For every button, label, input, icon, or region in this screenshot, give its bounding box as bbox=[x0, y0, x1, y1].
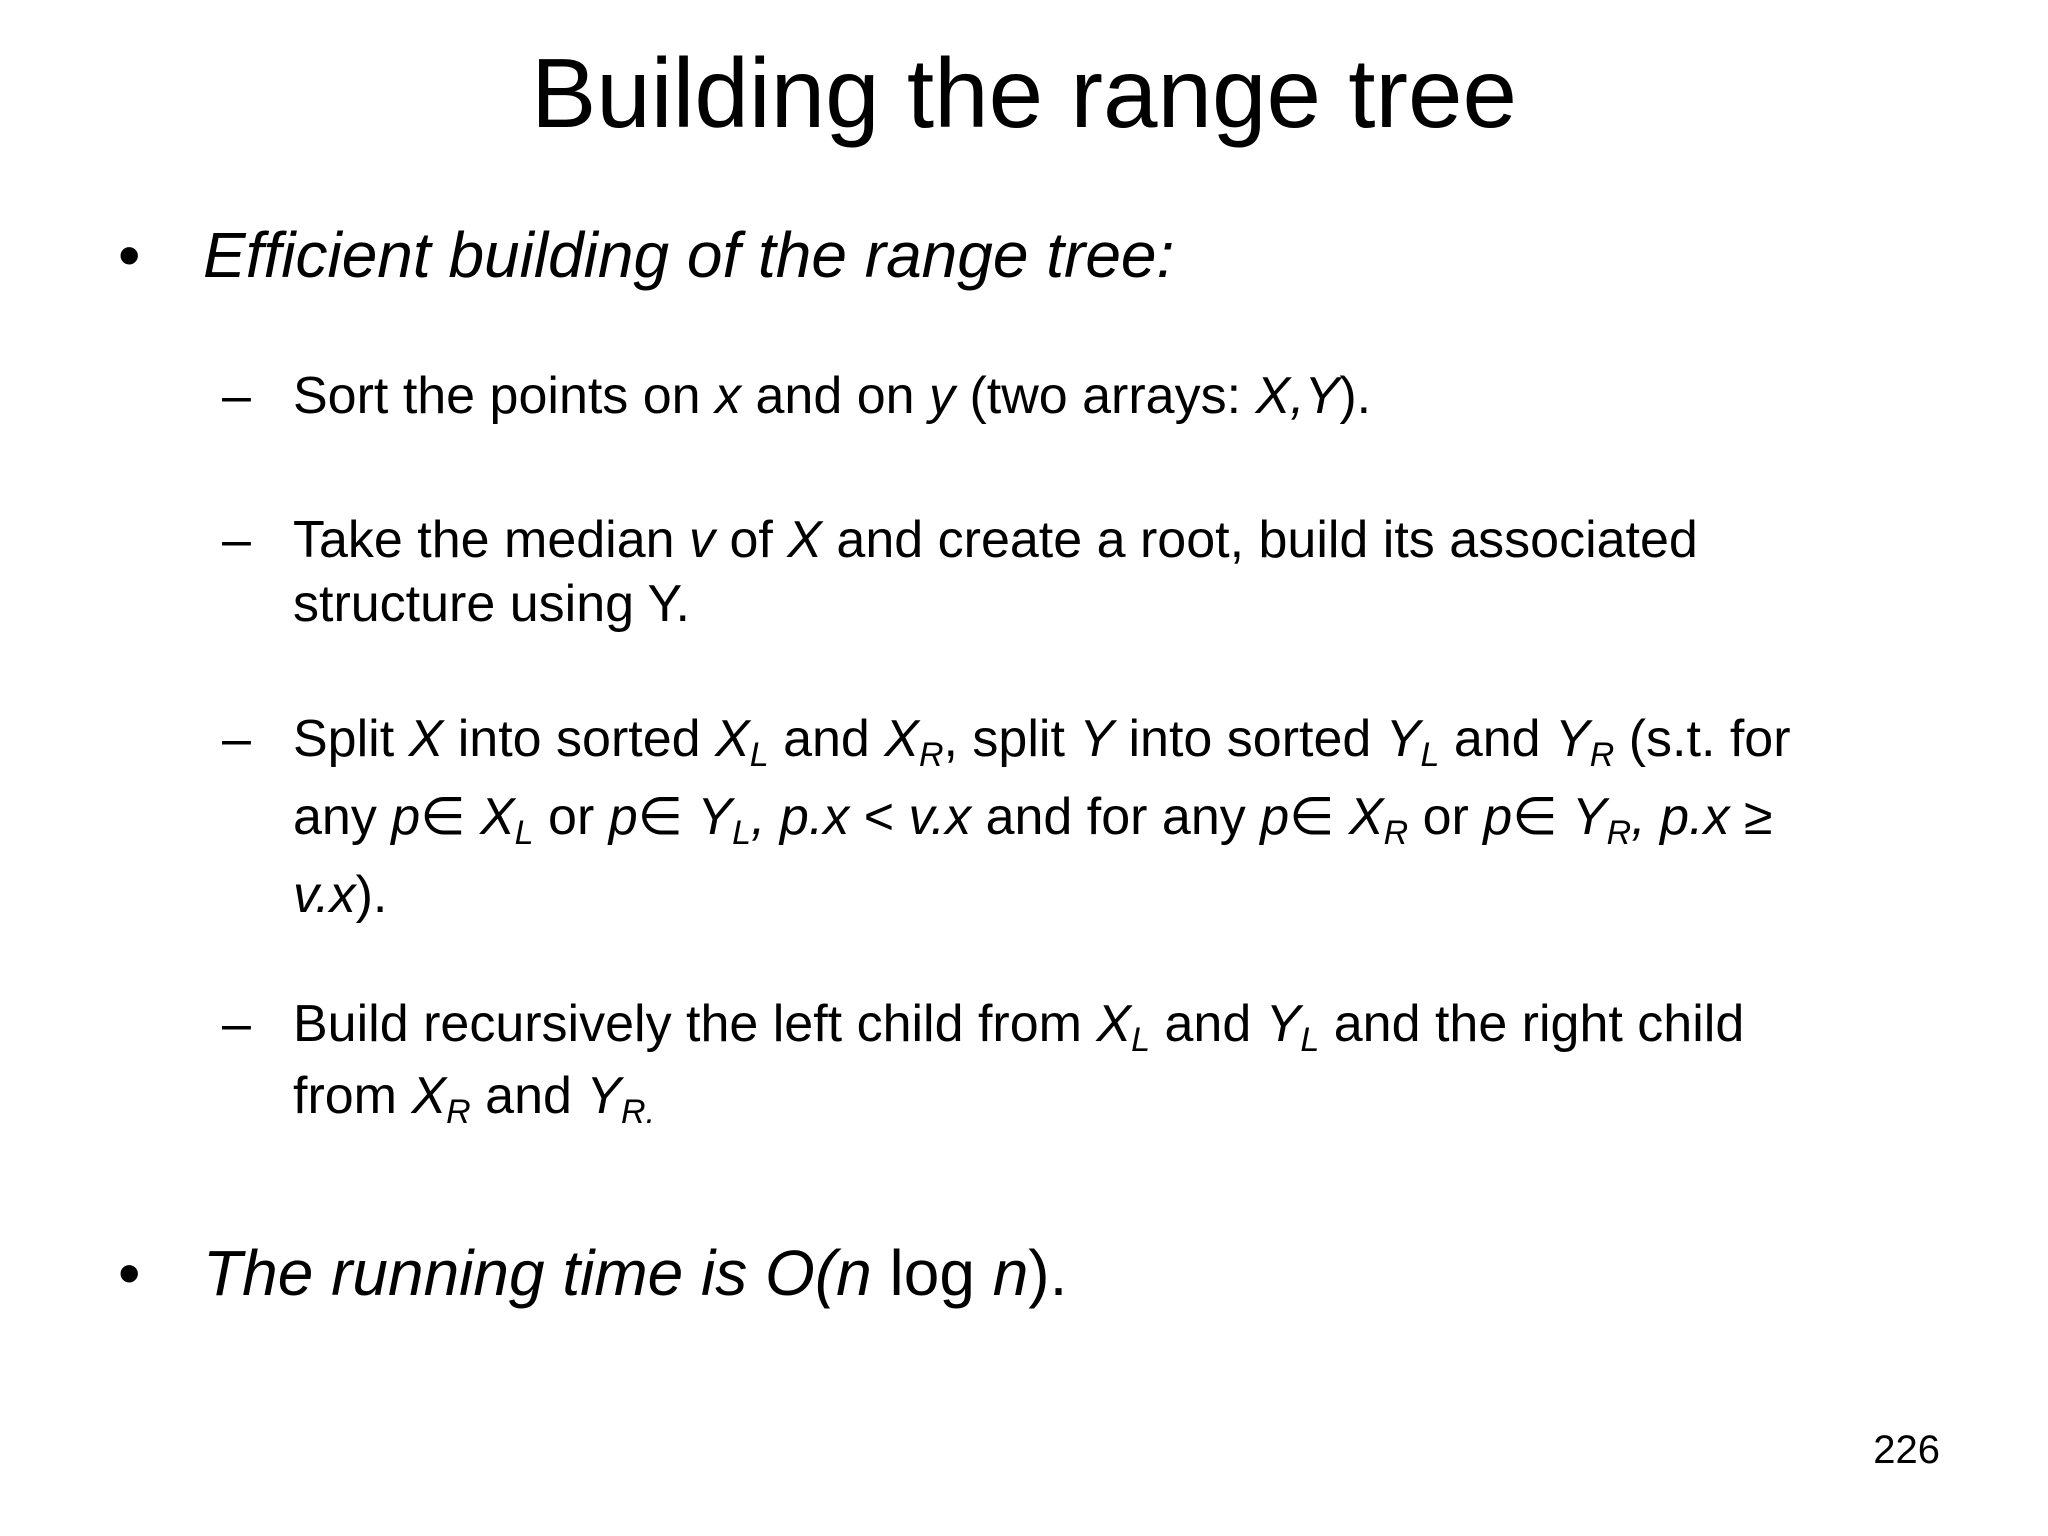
bullet-text: The running time is O(n log n). bbox=[203, 1237, 1068, 1309]
dash-marker: – bbox=[222, 995, 251, 1053]
page-number: 226 bbox=[1873, 1428, 1940, 1472]
dash-marker: – bbox=[222, 367, 251, 425]
subitem-text: Sort the points on x and on y (two arrays: X,Y). bbox=[293, 367, 1372, 425]
slide-title: Building the range tree bbox=[530, 38, 1518, 148]
bullet-text: Efficient building of the range tree: bbox=[203, 219, 1175, 291]
dash-marker: – bbox=[222, 511, 251, 569]
subitem-text: Split X into sorted $X_L$ and $X_R$, split Y into sorted $Y_L$ and $Y_R$ (s.t. for any p∈ $X_L$ or p∈ $Y_L$, p.x < v.x and for any p∈ $X_R$ or p∈ $Y_R$, p.x ≥ v.x). bbox=[293, 710, 1791, 924]
subitem-text: Build recursively the left child from $X_L$ and $Y_L$ and the right child from $X_R$ and $Y_{R.}$ bbox=[293, 995, 1745, 1131]
bullet-marker: • bbox=[118, 1237, 141, 1309]
dash-marker: – bbox=[222, 710, 251, 768]
subitem-text: Take the median v of X and create a root, build its associated structure using Y. bbox=[293, 511, 1698, 633]
bullet-marker: • bbox=[118, 219, 141, 291]
